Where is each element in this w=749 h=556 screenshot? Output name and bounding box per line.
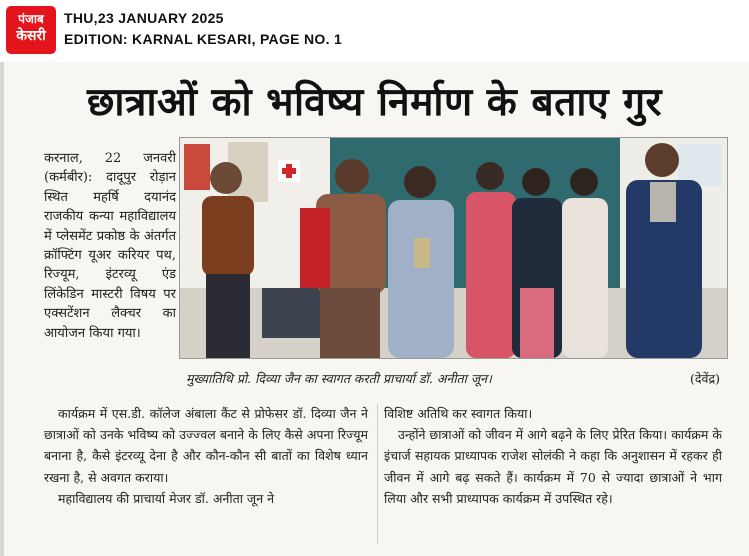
paragraph-3: उन्होंने छात्राओं को जीवन में आगे बढ़ने के लिए प्रेरित किया। कार्यक्रम के इंचार्ज सहायक प्राध्यापक राजेश सोलंकी ने कहा कि अनुशासन में रहकर ही जीवन में आगे बढ़ सकते हैं। कार्यक्रम में 70 से ज्यादा छात्राओं ने भाग लिया और सभी प्राध्यापक कार्यक्रम में उपस्थित रहे। <box>384 427 722 506</box>
previous-article-cutoff <box>30 64 730 69</box>
publication-date: THU,23 JANUARY 2025 <box>64 10 224 26</box>
article-headline: छात्राओं को भविष्य निर्माण के बताए गुर <box>86 79 662 125</box>
page-edge <box>0 62 4 556</box>
article-lead: करनाल, 22 जनवरी (कर्मबीर): दादूपुर रोड़ान स्थित महर्षि दयानंद राजकीय कन्या महाविद्यालय में प्लेसमेंट प्रकोष्ठ के अंतर्गत क्रॉफ्टिंग यूअर करियर पथ, रिज्यूम, इंटरव्यू एंड लिंकेडिन मास्टरी विषय पर एक्सटेंशन लैक्चर का आयोजन किया गया। <box>44 151 176 341</box>
edition-meta <box>64 8 342 50</box>
group-photo-illustration <box>180 138 727 358</box>
paragraph-2: महाविद्यालय की प्राचार्या मेजर डॉ. अनीता जून ने <box>58 490 275 506</box>
logo-line-1: पंजाब <box>18 12 44 26</box>
clipping-header <box>0 0 749 63</box>
column-divider <box>377 404 378 544</box>
photo-credit: (देवेंद्र) <box>690 371 720 386</box>
paragraph-1: कार्यक्रम में एस.डी. कॉलेज अंबाला कैंट से प्रोफेसर डॉ. दिव्या जैन ने छात्राओं को उनके भविष्य को उज्ज्वल बनाने के लिए कैसे अपना रिज्यूम बनाना है, कैसे इंटरव्यू देना है और कौन-कौन सी बातों का विशेष ध्यान रखना है, से अवगत कराया। <box>44 406 368 485</box>
edition-info: EDITION: KARNAL KESARI, PAGE NO. 1 <box>64 31 343 47</box>
article-photo <box>179 137 728 359</box>
article-column-1 <box>44 403 368 509</box>
paragraph-2-continued: विशिष्ट अतिथि कर स्वागत किया। <box>384 406 533 421</box>
article-column-2 <box>384 403 722 509</box>
photo-caption-row <box>186 369 720 389</box>
logo-line-2: केसरी <box>16 28 46 44</box>
newspaper-logo <box>6 6 56 54</box>
photo-caption: मुख्यातिथि प्रो. दिव्या जैन का स्वागत करती प्राचार्या डॉ. अनीता जून। <box>186 371 492 386</box>
